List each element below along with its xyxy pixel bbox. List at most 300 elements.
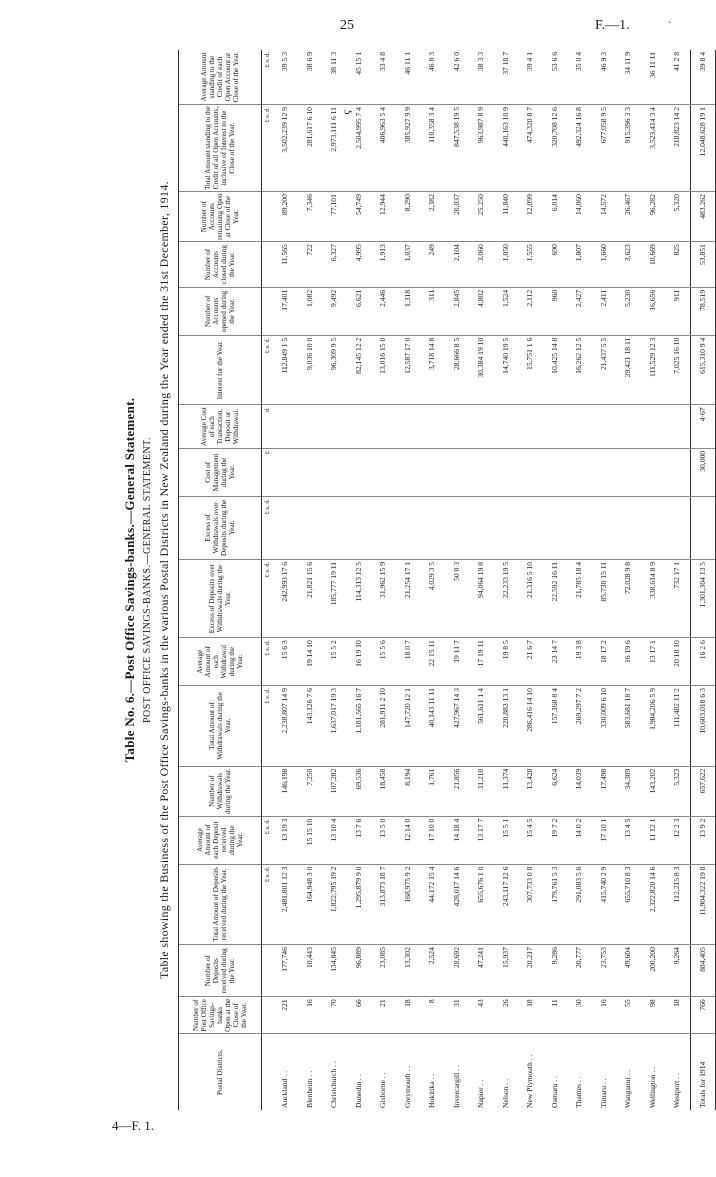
table-row [445,50,470,1110]
table-cell: 38 11 3 [322,50,347,105]
table-cell: 6,624 [543,766,568,816]
table-cell: 17,401 [273,287,298,335]
table-cell: 311 [420,287,445,335]
corner-mark: · [668,18,672,29]
table-cell [543,496,568,559]
table-cell: 847,538 19 5 [445,105,470,192]
table-cell [469,405,494,449]
table-cell: 6,621 [347,287,372,335]
table-cell: 23,085 [371,945,396,997]
table-cell: 17 10 1 [592,816,617,864]
table-cell: 13,428 [518,766,543,816]
table-cell [518,405,543,449]
table-cell: 33 4 8 [371,50,396,105]
table-cell: 2,411 [592,287,617,335]
table-cell: 12,099 [518,192,543,242]
table-cell: 25,250 [469,192,494,242]
table-cell [518,448,543,496]
table-cell: 15 5 6 [371,638,396,686]
table-cell: 7,346 [298,192,323,242]
table-cell: 77,101 [322,192,347,242]
table-cell [616,448,641,496]
table-cell: 6,014 [543,192,568,242]
table-cell: 111,482 11 2 [665,686,690,767]
table-cell: 168,975 9 2 [396,864,421,945]
unit-cell [262,242,274,288]
table-cell: 45 15 1 [347,50,372,105]
table-cell: 11 12 1 [641,816,666,864]
table-cell: 31 [445,997,470,1034]
table-cell: 16 [298,997,323,1034]
table-cell: 29,421 18 11 [616,335,641,405]
total-cell: 10,603,018 6 3 [690,686,716,767]
table-cell: 5,320 [665,192,690,242]
unit-cell [262,287,274,335]
table-cell: 12,587 17 0 [396,335,421,405]
table-row [273,50,298,1110]
table-cell: 307,733 0 8 [518,864,543,945]
column-header: Average Amount standing to the Credit of each Open Account at Close of the Year. [179,50,262,105]
table-cell: 583,681 18 7 [616,686,641,767]
table-cell [273,496,298,559]
unit-cell [262,766,274,816]
table-cell: 85,730 15 11 [592,559,617,637]
table-cell: 13 17 1 [641,638,666,686]
table-cell: 70 [322,997,347,1034]
table-cell: 2,104 [445,242,470,288]
table-cell: 20,037 [445,192,470,242]
table-cell: 9,492 [322,287,347,335]
district-name: Dunedin . . [353,1074,363,1108]
table-cell: 12 14 0 [396,816,421,864]
table-row [518,50,543,1110]
table-cell [298,448,323,496]
table-cell: 15 5 2 [322,638,347,686]
table-cell: 3,718 14 8 [420,335,445,405]
column-header: Number of Accounts closed during the Year. [179,242,262,288]
table-cell [420,405,445,449]
unit-cell: £ s. d. [262,638,274,686]
table-cell: 18 0 7 [396,638,421,686]
table-cell: 13 19 3 [273,816,298,864]
total-cell: 766 [690,997,716,1034]
table-cell: 13 5 0 [371,816,396,864]
table-cell: 30 [567,997,592,1034]
table-cell: 9,036 10 0 [298,335,323,405]
table-cell: 7,025 16 10 [665,335,690,405]
table-cell: 20,777 [567,945,592,997]
column-header: Number of Accounts remaining Open at Close of the Year. [179,192,262,242]
table-cell: 15 6 3 [273,638,298,686]
table-cell [665,405,690,449]
table-cell: 14,060 [567,192,592,242]
table-cell: 23,753 [592,945,617,997]
total-cell: 483,262 [690,192,716,242]
table-cell: 21,437 5 5 [592,335,617,405]
table-cell: 13,302 [396,945,421,997]
table-cell: 21 [371,997,396,1034]
total-cell: 615,310 9 4 [690,335,716,405]
table-cell [420,496,445,559]
total-cell: 78,519 [690,287,716,335]
table-cell: 1,660 [592,242,617,288]
table-cell: 20,217 [518,945,543,997]
table-cell [543,405,568,449]
unit-cell [262,945,274,997]
table-cell [469,496,494,559]
table-cell [641,448,666,496]
table-cell: 8,290 [396,192,421,242]
total-cell: 16 2 6 [690,638,716,686]
table-cell [641,405,666,449]
district-name: Greymouth . . [402,1065,412,1108]
table-cell: 14,572 [592,192,617,242]
total-cell: 39 8 4 [690,50,716,105]
district-name: Hokitika . . [427,1073,437,1108]
table-row [469,50,494,1110]
table-cell: 18,458 [371,766,396,816]
table-cell: 49,604 [616,945,641,997]
table-cell: 110,358 3 4 [420,105,445,192]
page-number: 25 [340,18,354,33]
table-cell [371,405,396,449]
table-cell: 20 18 10 [665,638,690,686]
table-cell [347,405,372,449]
table-cell: 4,802 [469,287,494,335]
table-cell: 147,720 12 1 [396,686,421,767]
table-row [567,50,592,1110]
table-cell [665,496,690,559]
table-cell: 11,840 [494,192,519,242]
table-cell [592,405,617,449]
table-row [641,50,666,1110]
table-cell [347,448,372,496]
district-name: Timaru . . [598,1078,608,1108]
table-cell: 17,498 [592,766,617,816]
table-cell: 16,262 12 5 [567,335,592,405]
table-cell: 66 [347,997,372,1034]
table-cell: 39 4 1 [518,50,543,105]
table-cell: 291,083 5 6 [567,864,592,945]
table-cell: 911 [665,287,690,335]
table-cell: 1,761 [420,766,445,816]
table-cell: 3,060 [469,242,494,288]
table-cell: 17 10 0 [420,816,445,864]
unit-cell: £ s. d. [262,559,274,637]
district-name: Blenheim . . [304,1070,314,1108]
column-header: Average Cost of each Transaction, Deposit or Withdrawal. [179,405,262,449]
table-cell: 13,016 15 0 [371,335,396,405]
table-cell [616,496,641,559]
table-cell: 269,297 7 2 [567,686,592,767]
table-cell: 13 10 4 [322,816,347,864]
table-cell: 2,382 [420,192,445,242]
table-cell: 11,374 [494,766,519,816]
table-cell: 157,168 8 4 [543,686,568,767]
table-cell: 9,286 [543,945,568,997]
table-cell: 1,050 [494,242,519,288]
column-header: Average Amount of each Deposit received during the Year. [179,816,262,864]
table-cell: 34 11 9 [616,50,641,105]
table-cell [396,496,421,559]
column-header: Average Amount of each Withdrawal during the Year. [179,638,262,686]
table-cell: 2,973,111 6 11 [322,105,347,192]
table-cell: 427,967 14 3 [445,686,470,767]
unit-cell: £ [262,448,274,496]
table-cell: 14 18 4 [445,816,470,864]
table-title: Table No. 6.—Post Office Savings-banks.—General Statement. [122,397,137,763]
table-cell: 14 0 2 [567,816,592,864]
table-cell [322,496,347,559]
table-cell: 15 5 1 [494,816,519,864]
table-cell: 1,822,795 19 2 [322,864,347,945]
margin-mark: ç [340,109,353,115]
total-cell: 657,622 [690,766,716,816]
table-cell: 143,126 7 6 [298,686,323,767]
table-cell: 35 0 4 [567,50,592,105]
table-description: Table showing the Business of the Post Office Savings-banks in the various Postal Districts in New Zealand during the Year ended the 31st December, 1914. [157,181,171,979]
table-cell: 2,446 [371,287,396,335]
table-cell: 2,238,807 14 9 [273,686,298,767]
table-cell: 13 4 5 [616,816,641,864]
table-cell: 12,944 [371,192,396,242]
table-cell: 21 6 7 [518,638,543,686]
table-cell: 98 [641,997,666,1034]
table-cell: 10,443 [298,945,323,997]
table-cell: 561,611 1 4 [469,686,494,767]
rotated-table-block [120,50,707,1110]
unit-cell [262,997,274,1034]
district-name: Westport . . [672,1073,682,1108]
table-cell: 5,230 [616,287,641,335]
table-cell: 15 15 10 [298,816,323,864]
table-cell: 1,318 [396,287,421,335]
table-cell: 385,927 9 9 [396,105,421,192]
table-cell: 200,200 [641,945,666,997]
unit-cell: £ s. d. [262,864,274,945]
table-cell: 10,669 [641,242,666,288]
table-cell: 54,749 [347,192,372,242]
table-cell [494,496,519,559]
table-cell: 34,389 [616,766,641,816]
column-header: Interest for the Year. [179,335,262,405]
table-cell [567,496,592,559]
total-cell: 4·67 [690,405,716,449]
table-cell: 15,937 [494,945,519,997]
table-cell: 440,163 10 9 [494,105,519,192]
table-cell: 23 14 7 [543,638,568,686]
table-cell: 8,194 [396,766,421,816]
table-cell: 17 19 11 [469,638,494,686]
table-cell: 281,911 2 10 [371,686,396,767]
table-cell: 1,082 [298,287,323,335]
district-name: Napier . . [476,1079,486,1108]
table-cell: 16,656 [641,287,666,335]
table-cell: 107,282 [322,766,347,816]
table-cell: 39 5 3 [273,50,298,105]
table-cell: 2,524 [420,945,445,997]
district-name: Wellington . . [647,1066,657,1108]
total-cell: 30,000 [690,448,716,496]
table-cell: 22,233 19 5 [494,559,519,637]
table-cell: 12 2 3 [665,816,690,864]
table-cell: 89,200 [273,192,298,242]
column-header: Number of Deposits received during the Year. [179,945,262,997]
unit-cell [262,1034,274,1110]
column-header: Number of Withdrawals during the Year. [179,766,262,816]
table-cell [396,448,421,496]
table-cell: 38 3 3 [469,50,494,105]
footer-reference: 4—F. 1. [112,1118,154,1133]
table-cell: 46 8 3 [420,50,445,105]
table-cell: 7,250 [298,766,323,816]
table-cell: 19 14 10 [298,638,323,686]
table-cell: 2,112 [518,287,543,335]
table-cell [543,448,568,496]
table-cell: 14,740 19 5 [494,335,519,405]
unit-cell: £ s. d. [262,50,274,105]
total-cell: 884,405 [690,945,716,997]
table-cell: 82,145 12 2 [347,335,372,405]
table-cell: 42 6 0 [445,50,470,105]
units-row [262,50,274,1110]
unit-cell: £ s. d. [262,816,274,864]
district-name: Gisborne . . [378,1072,388,1108]
column-header: Total Amount of Withdrawals during the Year. [179,686,262,767]
table-cell: 21,316 5 10 [518,559,543,637]
table-cell: 963,987 8 9 [469,105,494,192]
district-name: Oamaru . . [549,1075,559,1108]
table-cell: 677,058 9 5 [592,105,617,192]
table-cell: 30,384 19 10 [469,335,494,405]
table-cell: 2,427 [567,287,592,335]
table-cell: 50 0 3 [445,559,470,637]
table-row [420,50,445,1110]
table-cell: 31,210 [469,766,494,816]
district-name: Wanganui . . [623,1069,633,1108]
table-cell: 55 [616,997,641,1034]
unit-cell: £ s. d. [262,496,274,559]
district-name: Invercargill . . [451,1065,461,1108]
table-cell: 2,845 [445,287,470,335]
table-cell: 179,761 5 3 [543,864,568,945]
column-header: Postal Districts. [179,1034,262,1110]
table-cell [420,448,445,496]
table-cell [567,448,592,496]
table-cell: 428,017 14 6 [445,864,470,945]
table-cell [592,448,617,496]
table-cell: 5,323 [665,766,690,816]
header-row [179,50,262,1110]
table-row [322,50,347,1110]
table-cell: 26 [494,997,519,1034]
table-cell: 249 [420,242,445,288]
column-header: Total Amount of Deposits received during the Year. [179,864,262,945]
table-cell: 21,821 15 6 [298,559,323,637]
column-header: Number of Post Office Savings-banks Open at the Close of the Year. [179,997,262,1034]
table-cell: 221 [273,997,298,1034]
total-cell: 53,851 [690,242,716,288]
total-cell: 13 9 2 [690,816,716,864]
table-cell: 1,984,206 5 9 [641,686,666,767]
table-cell: 112,215 8 3 [665,864,690,945]
table-cell: 722 [298,242,323,288]
table-cell: 1,637,017 19 3 [322,686,347,767]
table-cell: 18 [518,997,543,1034]
table-cell: 146,198 [273,766,298,816]
table-cell: 1,524 [494,287,519,335]
table-cell: 16 19 10 [347,638,372,686]
table-cell: 330,009 6 10 [592,686,617,767]
table-cell: 492,324 16 8 [567,105,592,192]
unit-cell: £ s. d. [262,105,274,192]
table-cell: 242,993 17 6 [273,559,298,637]
table-cell: 46 11 1 [396,50,421,105]
table-cell: 19 8 5 [494,638,519,686]
table-cell: 111,529 12 3 [641,335,666,405]
table-cell: 185,777 19 11 [322,559,347,637]
table-cell: 21,254 17 1 [396,559,421,637]
column-header: Excess of Deposits over Withdrawals during the Year. [179,559,262,637]
column-header: Excess of Withdrawals over Deposits during the Year. [179,496,262,559]
table-cell: 69,536 [347,766,372,816]
table-cell: 15 4 5 [518,816,543,864]
table-cell [347,496,372,559]
table-cell: 36 11 11 [641,50,666,105]
table-cell: 47,241 [469,945,494,997]
district-name: Christchurch . . [329,1061,339,1108]
table-cell: 1,295,879 9 0 [347,864,372,945]
table-cell [641,496,666,559]
totals-label: Totals for 1914 [690,1034,716,1110]
table-cell: 26,467 [616,192,641,242]
table-cell: 11 [543,997,568,1034]
table-cell [273,448,298,496]
table-cell: 732 17 1 [665,559,690,637]
total-cell: 12,048,628 19 1 [690,105,716,192]
table-cell [616,405,641,449]
table-row [665,50,690,1110]
unit-cell: d. [262,405,274,449]
table-cell: 40,143 11 11 [420,686,445,767]
table-cell: 1,555 [518,242,543,288]
unit-cell: £ s. d. [262,686,274,767]
district-name: Nelson . . [500,1078,510,1108]
table-cell: 114,313 12 5 [347,559,372,637]
table-cell [396,405,421,449]
table-cell: 3,523,414 3 4 [641,105,666,192]
table-cell: 2,481,801 12 3 [273,864,298,945]
table-cell: 22,592 16 11 [543,559,568,637]
table-cell: 46 9 3 [592,50,617,105]
table-cell [518,496,543,559]
table-cell [298,405,323,449]
table-cell [273,405,298,449]
table-cell: 18 17 2 [592,638,617,686]
table-row [494,50,519,1110]
total-cell: 1,301,304 13 5 [690,559,716,637]
table-cell: 53 6 6 [543,50,568,105]
table-cell [322,448,347,496]
table-row [347,50,372,1110]
table-cell: 72,028 9 8 [616,559,641,637]
table-cell: 8 [420,997,445,1034]
table-cell: 21,785 18 4 [567,559,592,637]
table-cell: 243,117 12 6 [494,864,519,945]
table-cell: 38 6 9 [298,50,323,105]
table-cell: 690 [543,242,568,288]
table-cell: 16 19 6 [616,638,641,686]
